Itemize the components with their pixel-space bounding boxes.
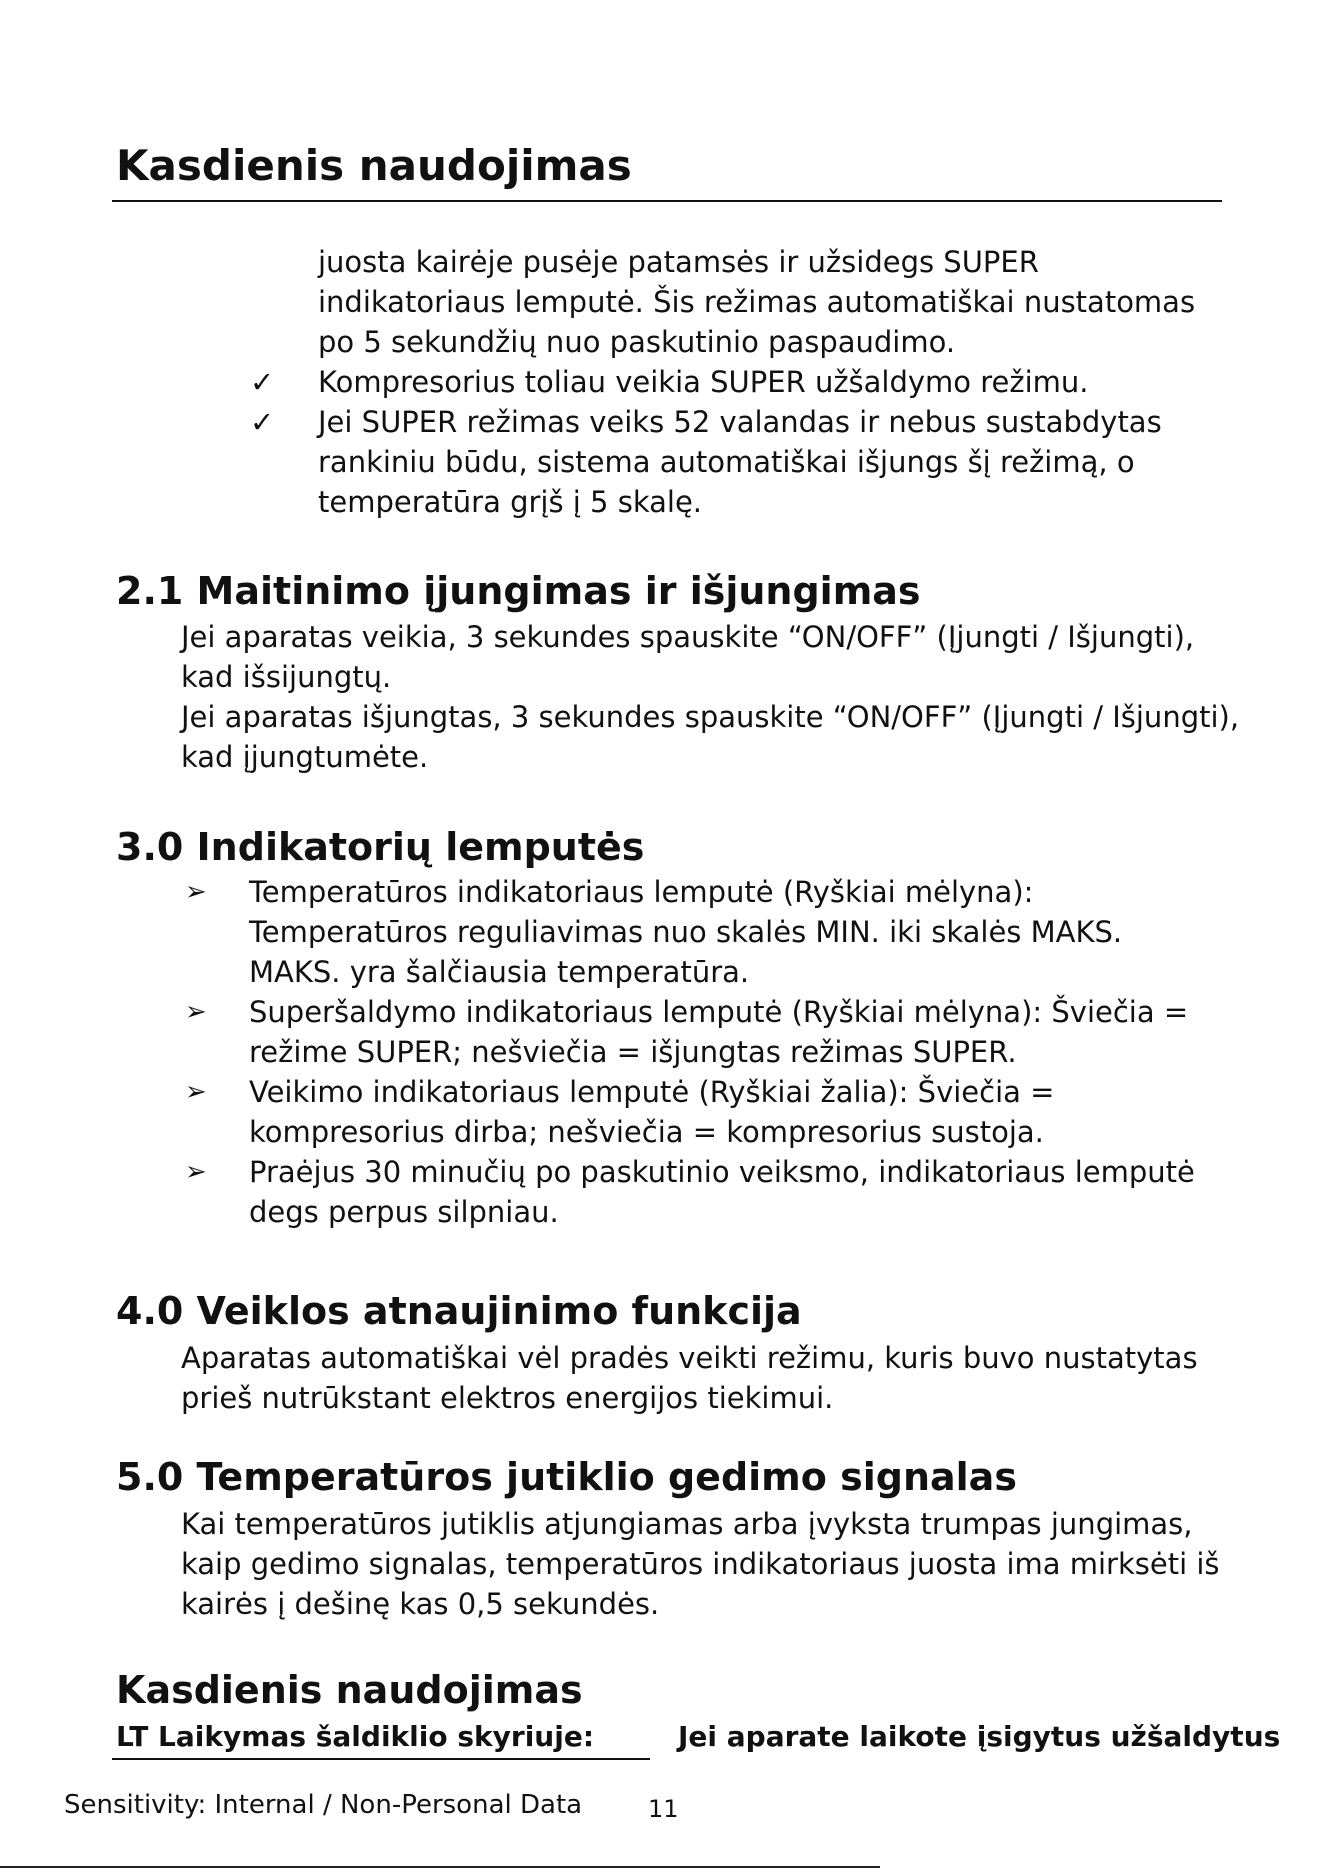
section-heading-5-0: 5.0 Temperatūros jutiklio gedimo signalas <box>116 1455 1017 1499</box>
arrow-bullet-icon: ➢ <box>185 877 207 907</box>
title-divider <box>112 200 1222 202</box>
list-item-text: Veikimo indikatoriaus lemputė (Ryškiai žalia): Šviečia = kompresorius dirba; nešviečia = kompresorius sustoja. <box>249 1075 1055 1149</box>
section-heading-4-0: 4.0 Veiklos atnaujinimo funkcija <box>116 1289 802 1333</box>
paragraph: Jei aparatas veikia, 3 sekundes spauskite “ON/OFF” (Įjungti / Išjungti), kad išsijungtų. <box>181 620 1195 694</box>
section-body-4-0 <box>181 1338 1241 1418</box>
section-body-5-0 <box>181 1504 1241 1624</box>
section-heading-2-1: 2.1 Maitinimo įjungimas ir išjungimas <box>116 569 921 613</box>
page-number: 11 <box>648 1795 679 1823</box>
right-column-subheading: Jei aparate laikote įsigytus užšaldytus <box>678 1720 1281 1753</box>
left-column-divider <box>112 1758 650 1760</box>
list-item <box>181 1152 1221 1232</box>
check-item-text: Kompresorius toliau veikia SUPER užšaldymo režimu. <box>318 365 1089 399</box>
arrow-bullet-icon: ➢ <box>185 1157 207 1187</box>
list-item <box>181 872 1221 992</box>
paragraph: Jei aparatas išjungtas, 3 sekundes spauskite “ON/OFF” (Įjungti / Išjungti), kad įjungtumėte. <box>181 700 1240 774</box>
check-item <box>230 362 1230 402</box>
list-item-text: Superšaldymo indikatoriaus lemputė (Ryškiai mėlyna): Šviečia = režime SUPER; nešviečia = išjungtas režimas SUPER. <box>249 995 1189 1069</box>
list-item <box>181 1072 1221 1152</box>
list-item <box>181 992 1221 1072</box>
paragraph: Kai temperatūros jutiklis atjungiamas arba įvyksta trumpas jungimas, kaip gedimo signalas, temperatūros indikatoriaus juosta ima mirksėti iš kairės į dešinę kas 0,5 sekundės. <box>181 1507 1220 1621</box>
intro-paragraph: juosta kairėje pusėje patamsės ir užsidegs SUPER indikatoriaus lemputė. Šis režimas automatiškai nustatomas po 5 sekundžių nuo paskutinio paspaudimo. <box>318 245 1196 359</box>
arrow-bullet-icon: ➢ <box>185 1077 207 1107</box>
arrow-bullet-icon: ➢ <box>185 997 207 1027</box>
intro-continuation <box>230 242 1230 522</box>
paragraph: Aparatas automatiškai vėl pradės veikti režimu, kuris buvo nustatytas prieš nutrūkstant elektros energijos tiekimui. <box>181 1341 1198 1415</box>
list-item-text: Praėjus 30 minučių po paskutinio veiksmo, indikatoriaus lemputė degs perpus silpniau. <box>249 1155 1195 1229</box>
checkmark-icon: ✓ <box>250 365 275 399</box>
left-column-subheading: LT Laikymas šaldiklio skyriuje: <box>116 1720 595 1753</box>
subsection-title: Kasdienis naudojimas <box>116 1668 583 1712</box>
check-item <box>230 402 1230 522</box>
list-item-text: Temperatūros indikatoriaus lemputė (Ryškiai mėlyna): Temperatūros reguliavimas nuo skalės MIN. iki skalės MAKS. MAKS. yra šalčiausia temperatūra. <box>249 875 1123 989</box>
section-body-2-1 <box>181 617 1241 777</box>
indicator-bullet-list <box>181 872 1221 1232</box>
page-title: Kasdienis naudojimas <box>116 141 632 190</box>
checkmark-icon: ✓ <box>250 405 275 439</box>
sensitivity-label: Sensitivity: Internal / Non-Personal Data <box>64 1790 583 1820</box>
check-item-text: Jei SUPER režimas veiks 52 valandas ir nebus sustabdytas rankiniu būdu, sistema automatiškai išjungs šį režimą, o temperatūra grįš į 5 skalę. <box>318 405 1162 519</box>
footer-divider <box>0 1866 880 1868</box>
section-heading-3-0: 3.0 Indikatorių lemputės <box>116 825 645 869</box>
